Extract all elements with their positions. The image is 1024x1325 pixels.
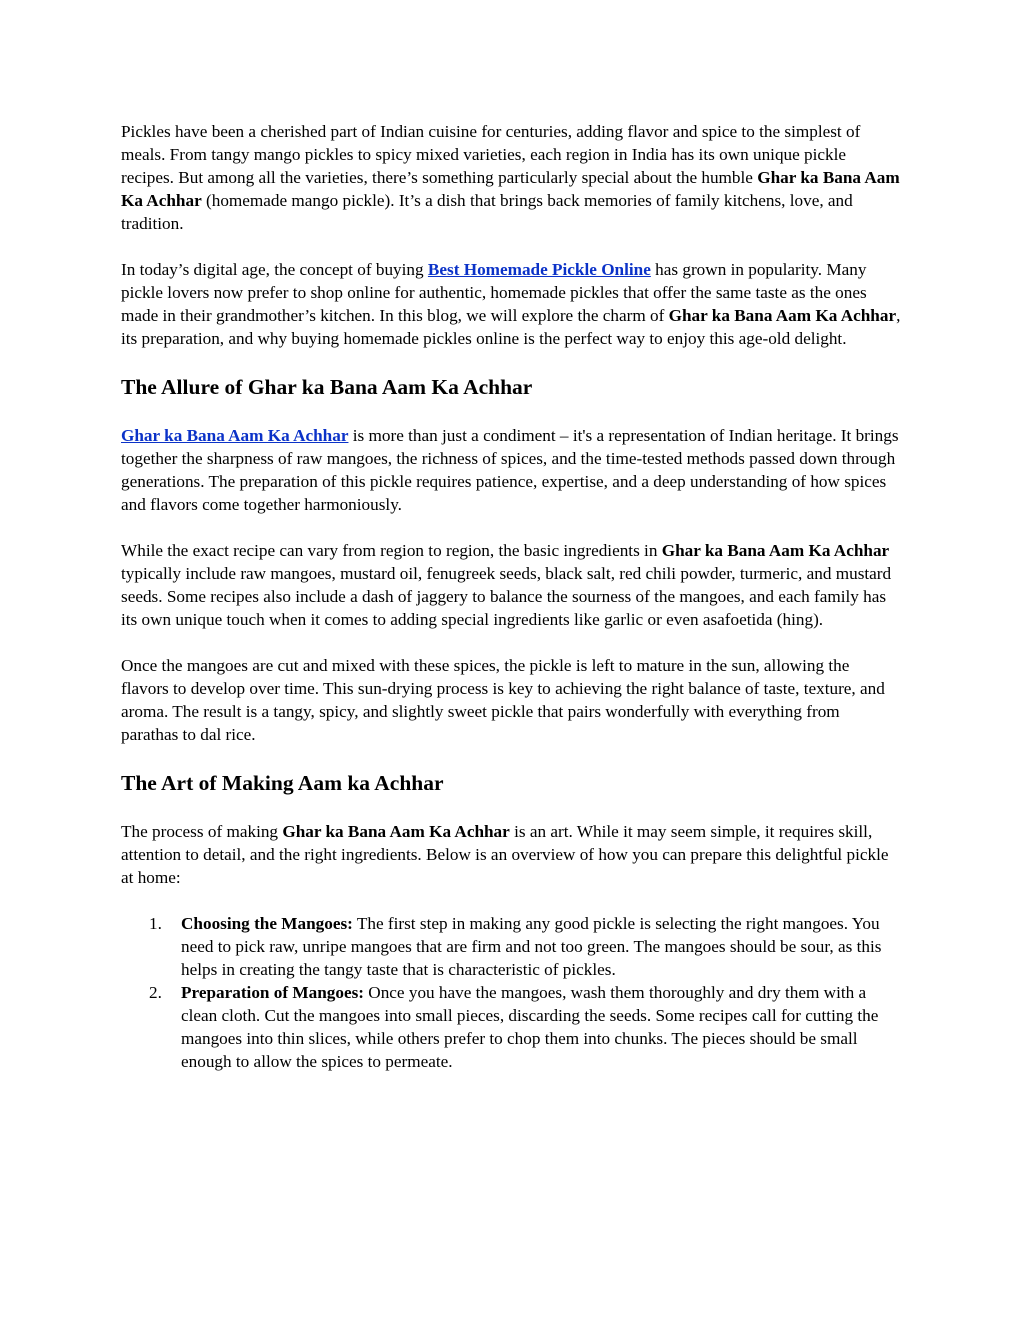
text-run: is an art. While it may seem simple, it requires skill, attention to detail, and the right ingredients. Below is an overview of how you can prepare this delightful pickle at home: (121, 822, 889, 887)
text-run: The process of making (121, 822, 283, 841)
list-number: 2. (149, 983, 162, 1002)
text-run: , its preparation, and why buying homemade pickles online is the perfect way to enjoy this age-old delight. (121, 306, 901, 348)
intro-paragraph-2 (121, 258, 901, 350)
section-heading-art: The Art of Making Aam ka Achhar (121, 771, 444, 795)
step-title: Preparation of Mangoes: (181, 983, 364, 1002)
allure-paragraph-3: Once the mangoes are cut and mixed with these spices, the pickle is left to mature in the sun, allowing the flavors to develop over time. This sun-drying process is key to achieving the right balance of taste, texture, and aroma. The result is a tangy, spicy, and slightly sweet pickle that pairs wonderfully with everything from parathas to dal rice. (121, 656, 885, 744)
bold-term: Ghar ka Bana Aam Ka Achhar (661, 541, 890, 560)
allure-paragraph-1 (121, 424, 901, 516)
text-run: (homemade mango pickle). It’s a dish that brings back memories of family kitchens, love, and tradition. (121, 191, 853, 233)
text-run: has grown in popularity. Many pickle lovers now prefer to shop online for authentic, homemade pickles that offer the same taste as the ones made in their grandmother’s kitchen. In this blog, we will explore the charm of (121, 260, 867, 325)
text-run: While the exact recipe can vary from region to region, the basic ingredients in (121, 541, 662, 560)
text-run: is more than just a condiment – it's a representation of Indian heritage. It brings together the sharpness of raw mangoes, the richness of spices, and the time-tested methods passed down through generations. The preparation of this pickle requires patience, expertise, and a deep understanding of how spices and flavors come together harmoniously. (121, 426, 899, 514)
list-item (121, 912, 901, 981)
intro-paragraph-1 (121, 120, 901, 235)
article-body (121, 120, 901, 1073)
section-heading-allure: The Allure of Ghar ka Bana Aam Ka Achhar (121, 375, 533, 399)
text-run: typically include raw mangoes, mustard oil, fenugreek seeds, black salt, red chili powder, turmeric, and mustard seeds. Some recipes also include a dash of jaggery to balance the sourness of the mangoes, and each family has its own unique touch when it comes to adding special ingredients like garlic or even asafoetida (hing). (121, 564, 892, 629)
steps-list (121, 912, 901, 1073)
art-paragraph-1 (121, 820, 901, 889)
bold-term: Ghar ka Bana Aam Ka Achhar (668, 306, 897, 325)
allure-paragraph-2 (121, 539, 901, 631)
list-number: 1. (149, 914, 162, 933)
step-title: Choosing the Mangoes: (181, 914, 353, 933)
bold-term: Ghar ka Bana Aam Ka Achhar (121, 168, 900, 210)
list-item (121, 981, 901, 1073)
step-text: The first step in making any good pickle is selecting the right mangoes. You need to pick raw, unripe mangoes that are firm and not too green. The mangoes should be sour, as this helps in creating the tangy taste that is characteristic of pickles. (181, 914, 882, 979)
best-homemade-pickle-link[interactable]: Best Homemade Pickle Online (427, 260, 651, 279)
text-run: Pickles have been a cherished part of Indian cuisine for centuries, adding flavor and spice to the simplest of meals. From tangy mango pickles to spicy mixed varieties, each region in India has its own unique pickle recipes. But among all the varieties, there’s something particularly special about the humble (121, 122, 861, 187)
ghar-ka-bana-link[interactable]: Ghar ka Bana Aam Ka Achhar (121, 426, 349, 445)
bold-term: Ghar ka Bana Aam Ka Achhar (282, 822, 510, 841)
step-text: Once you have the mangoes, wash them thoroughly and dry them with a clean cloth. Cut the mangoes into small pieces, discarding the seeds. Some recipes call for cutting the mangoes into thin slices, while others prefer to chop them into chunks. The pieces should be small enough to allow the spices to permeate. (181, 983, 879, 1071)
text-run: In today’s digital age, the concept of buying (121, 260, 428, 279)
